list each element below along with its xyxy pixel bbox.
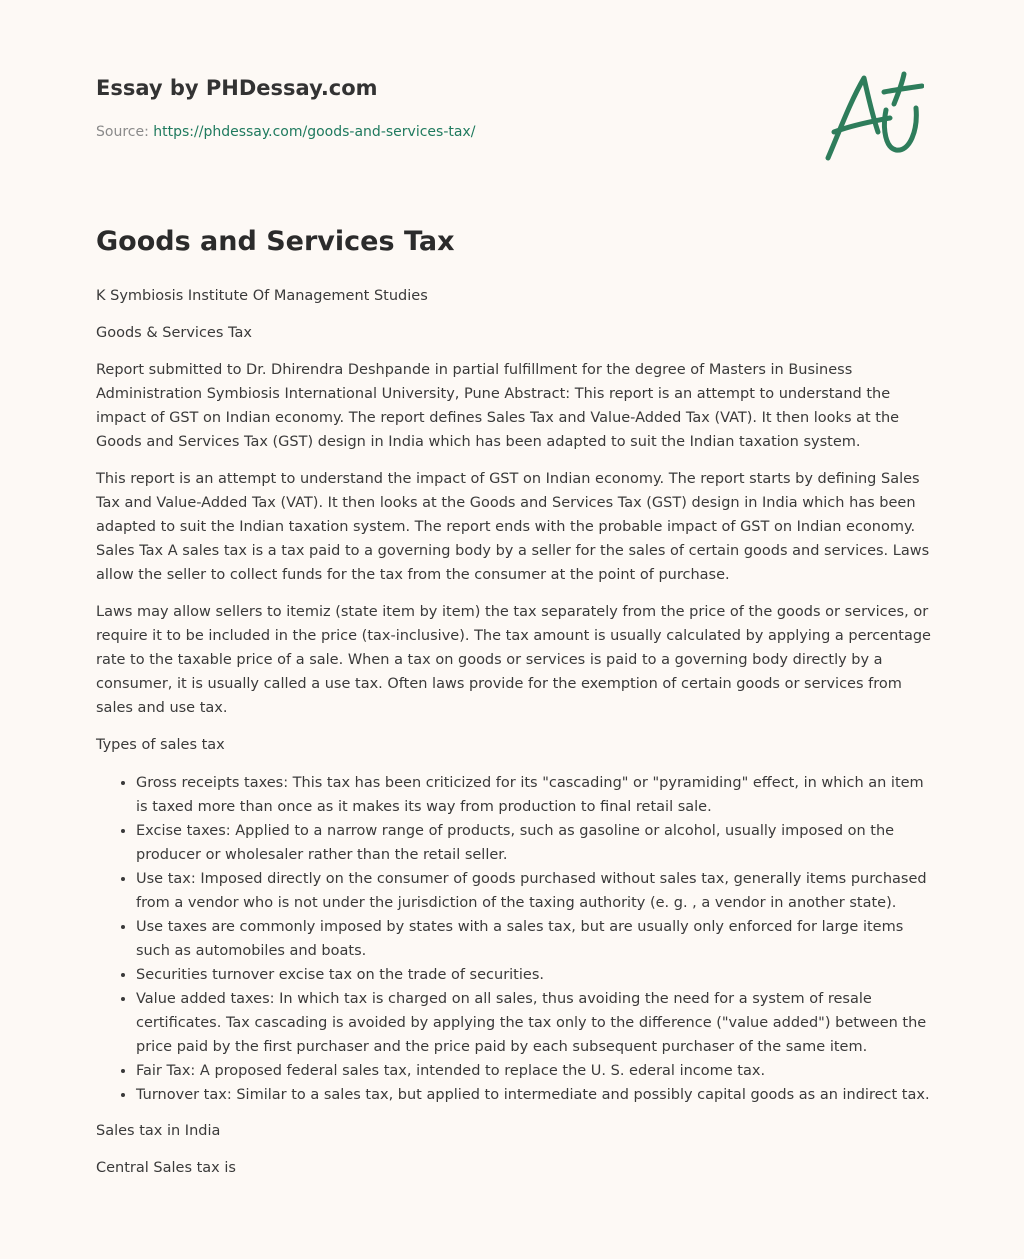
essay-body (96, 284, 932, 1193)
paragraph-intro: This report is an attempt to understand the impact of GST on Indian economy. The report starts by defining Sales Tax and Value-Added Tax (VAT). It then looks at the Goods and Services Tax (GST) design in India which has been adapted to suit the Indian taxation system. The report ends with the probable impact of GST on Indian economy. Sales Tax A sales tax is a tax paid to a governing body by a seller for the sales of certain goods and services. Laws allow the seller to collect funds for the tax from the consumer at the point of purchase. (96, 471, 930, 583)
source-line (96, 124, 475, 140)
page-header (96, 0, 932, 200)
paragraph-subject: Goods & Services Tax (96, 325, 252, 341)
source-label: Source: (96, 124, 149, 140)
list-item: • Use taxes are commonly imposed by states with a sales tax, but are usually only enforced for large items such as automobiles and boats. (136, 915, 932, 963)
section-heading-types: Types of sales tax (96, 737, 225, 753)
essay-page (96, 0, 932, 1176)
paragraph-central-sales-tax: Central Sales tax is (96, 1160, 236, 1176)
a-plus-logo-icon (824, 70, 924, 164)
paragraph-abstract: Report submitted to Dr. Dhirendra Deshpande in partial fulfillment for the degree of Masters in Business Administration Symbiosis International University, Pune Abstract: This report is an attempt to understand the impact of GST on Indian economy. The report defines Sales Tax and Value-Added Tax (VAT). It then looks at the Goods and Services Tax (GST) design in India which has been adapted to suit the Indian taxation system. (96, 362, 900, 450)
section-heading-india: Sales tax in India (96, 1123, 221, 1139)
essay-title: Goods and Services Tax (96, 226, 455, 257)
sales-tax-types-list (96, 771, 932, 1107)
paragraph-sales-tax-laws: Laws may allow sellers to itemiz (state item by item) the tax separately from the price of the goods or services, or require it to be included in the price (tax-inclusive). The tax amount is usually calculated by applying a percentage rate to the taxable price of a sale. When a tax on goods or services is paid to a governing body directly by a consumer, it is usually called a use tax. Often laws provide for the exemption of certain goods or services from sales and use tax. (96, 604, 931, 716)
list-item: • Fair Tax: A proposed federal sales tax, intended to replace the U. S. ederal income tax. (136, 1059, 932, 1083)
list-item: • Securities turnover excise tax on the trade of securities. (136, 963, 932, 987)
site-title: Essay by PHDessay.com (96, 76, 378, 100)
list-item: • Turnover tax: Similar to a sales tax, but applied to intermediate and possibly capital goods as an indirect tax. (136, 1083, 932, 1107)
list-item: • Gross receipts taxes: This tax has been criticized for its "cascading" or "pyramiding" effect, in which an item is taxed more than once as it makes its way from production to final retail sale. (136, 771, 932, 819)
list-item: • Excise taxes: Applied to a narrow range of products, such as gasoline or alcohol, usually imposed on the producer or wholesaler rather than the retail seller. (136, 819, 932, 867)
list-item: • Use tax: Imposed directly on the consumer of goods purchased without sales tax, generally items purchased from a vendor who is not under the jurisdiction of the taxing authority (e. g. , a vendor in another state). (136, 867, 932, 915)
source-link[interactable]: https://phdessay.com/goods-and-services-tax/ (153, 124, 476, 140)
list-item: • Value added taxes: In which tax is charged on all sales, thus avoiding the need for a system of resale certificates. Tax cascading is avoided by applying the tax only to the difference ("value added") between the price paid by the first purchaser and the price paid by each subsequent purchaser of the same item. (136, 987, 932, 1059)
paragraph-institute: K Symbiosis Institute Of Management Studies (96, 288, 428, 304)
